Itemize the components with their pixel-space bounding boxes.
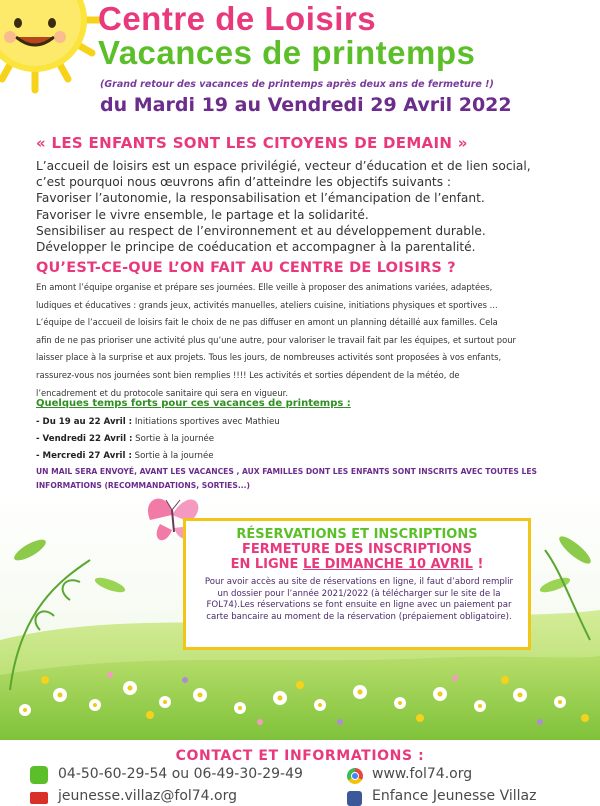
title-line2: Vacances de printemps — [98, 34, 476, 71]
motto-heading: « LES ENFANTS SONT LES CITOYENS DE DEMAIN » — [36, 134, 468, 152]
intro-line: L’accueil de loisirs est un espace privilégié, vecteur d’éducation et de lien social, — [36, 159, 531, 173]
reservation-box — [183, 518, 531, 650]
highlight-activity: Sortie à la journée — [132, 434, 215, 444]
highlights-heading: Quelques temps forts pour ces vacances de printemps : — [36, 398, 351, 409]
email-address[interactable]: jeunesse.villaz@fol74.org — [58, 788, 238, 804]
sun-illustration — [0, 0, 110, 95]
phone-numbers: 04-50-60-29-54 ou 06-49-30-29-49 — [58, 766, 303, 782]
facebook-page[interactable]: Enfance Jeunesse Villaz — [372, 788, 537, 804]
activities-heading: QU’EST-CE-QUE L’ON FAIT AU CENTRE DE LOISIRS ? — [36, 260, 456, 276]
email-icon — [30, 792, 48, 804]
activities-line: ludiques et éducatives : grands jeux, activités manuelles, ateliers cuisine, initiations physiques et sportives ... — [36, 299, 498, 310]
reservation-heading: RÉSERVATIONS ET INSCRIPTIONS — [236, 527, 478, 542]
closing-date-prefix: EN LIGNE — [230, 557, 303, 572]
activities-line: laisser place à la surprise et aux projets. Tous les jours, de nombreuses activités sont proposées à vos enfants, — [36, 352, 502, 363]
highlight-date: - Du 19 au 22 Avril : — [36, 417, 133, 427]
browser-icon — [347, 768, 363, 784]
activities-line: afin de ne pas prioriser une activité plus qu’une autre, pour valoriser le travail fait par les équipes, et surtout pour — [36, 334, 516, 345]
title-line1: Centre de Loisirs — [98, 0, 377, 37]
intro-line: Sensibiliser au respect de l’environnement et au développement durable. — [36, 223, 486, 238]
closing-heading: FERMETURE DES INSCRIPTIONS — [242, 542, 472, 557]
highlight-item — [36, 448, 280, 465]
highlights-list — [36, 414, 280, 465]
closing-date-value: LE DIMANCHE 10 AVRIL — [302, 557, 473, 572]
highlight-item — [36, 414, 280, 431]
email-notice: UN MAIL SERA ENVOYÉ, AVANT LES VACANCES , AUX FAMILLES DONT LES ENFANTS SONT INSCRITS AVEC TOUTES LES INFORMATIONS (RECOMMANDATIONS, SORTIES...) — [36, 467, 538, 490]
activities-text — [36, 279, 576, 402]
highlight-item — [36, 431, 280, 448]
intro-line: c’est pourquoi nous œuvrons afin d’atteindre les objectifs suivants : — [36, 175, 452, 190]
dates-line: du Mardi 19 au Vendredi 29 Avril 2022 — [100, 94, 512, 116]
activities-line: En amont l’équipe organise et prépare ses journées. Elle veille à proposer des animations variées, adaptées, — [36, 282, 493, 292]
website-link[interactable]: www.fol74.org — [372, 766, 473, 782]
whatsapp-phone-icon — [30, 766, 48, 784]
highlight-date: - Vendredi 22 Avril : — [36, 434, 133, 444]
intro-line: Favoriser l’autonomie, la responsabilisation et l’émancipation de l’enfant. — [36, 191, 485, 206]
activities-line: l’encadrement et du protocole sanitaire qui sera en vigueur. — [36, 387, 288, 398]
intro-line: Favoriser le vivre ensemble, le partage et la solidarité. — [36, 207, 369, 222]
reservation-text: Pour avoir accès au site de réservations en ligne, il faut d’abord remplir un dossier pour l’année 2021/2022 (à télécharger sur le site de la FOL74).Les réservations se font ensuite en ligne avec un paiement par carte bancaire au moment de la réservation (prépaiement obligatoire). — [204, 577, 514, 622]
activities-line: L’équipe de l’accueil de loisirs fait le choix de ne pas diffuser en amont un planning détaillé aux familles. Cela — [36, 317, 498, 328]
reopening-note: (Grand retour des vacances de printemps après deux ans de fermeture !) — [100, 79, 494, 90]
intro-text — [36, 158, 576, 255]
facebook-icon — [347, 791, 362, 806]
intro-line: Développer le principe de coéducation et accompagner à la parentalité. — [36, 240, 476, 255]
contact-heading: CONTACT ET INFORMATIONS : — [175, 748, 425, 764]
activities-line: rassurez-vous nos journées sont bien remplies !!!! Les activités et sorties dépendent de la météo, de — [36, 369, 460, 380]
highlight-activity: Initiations sportives avec Mathieu — [132, 417, 280, 427]
closing-date — [186, 557, 528, 572]
closing-date-suffix: ! — [472, 557, 484, 572]
highlight-activity: Sortie à la journée — [131, 451, 214, 461]
highlight-date: - Mercredi 27 Avril : — [36, 451, 132, 461]
